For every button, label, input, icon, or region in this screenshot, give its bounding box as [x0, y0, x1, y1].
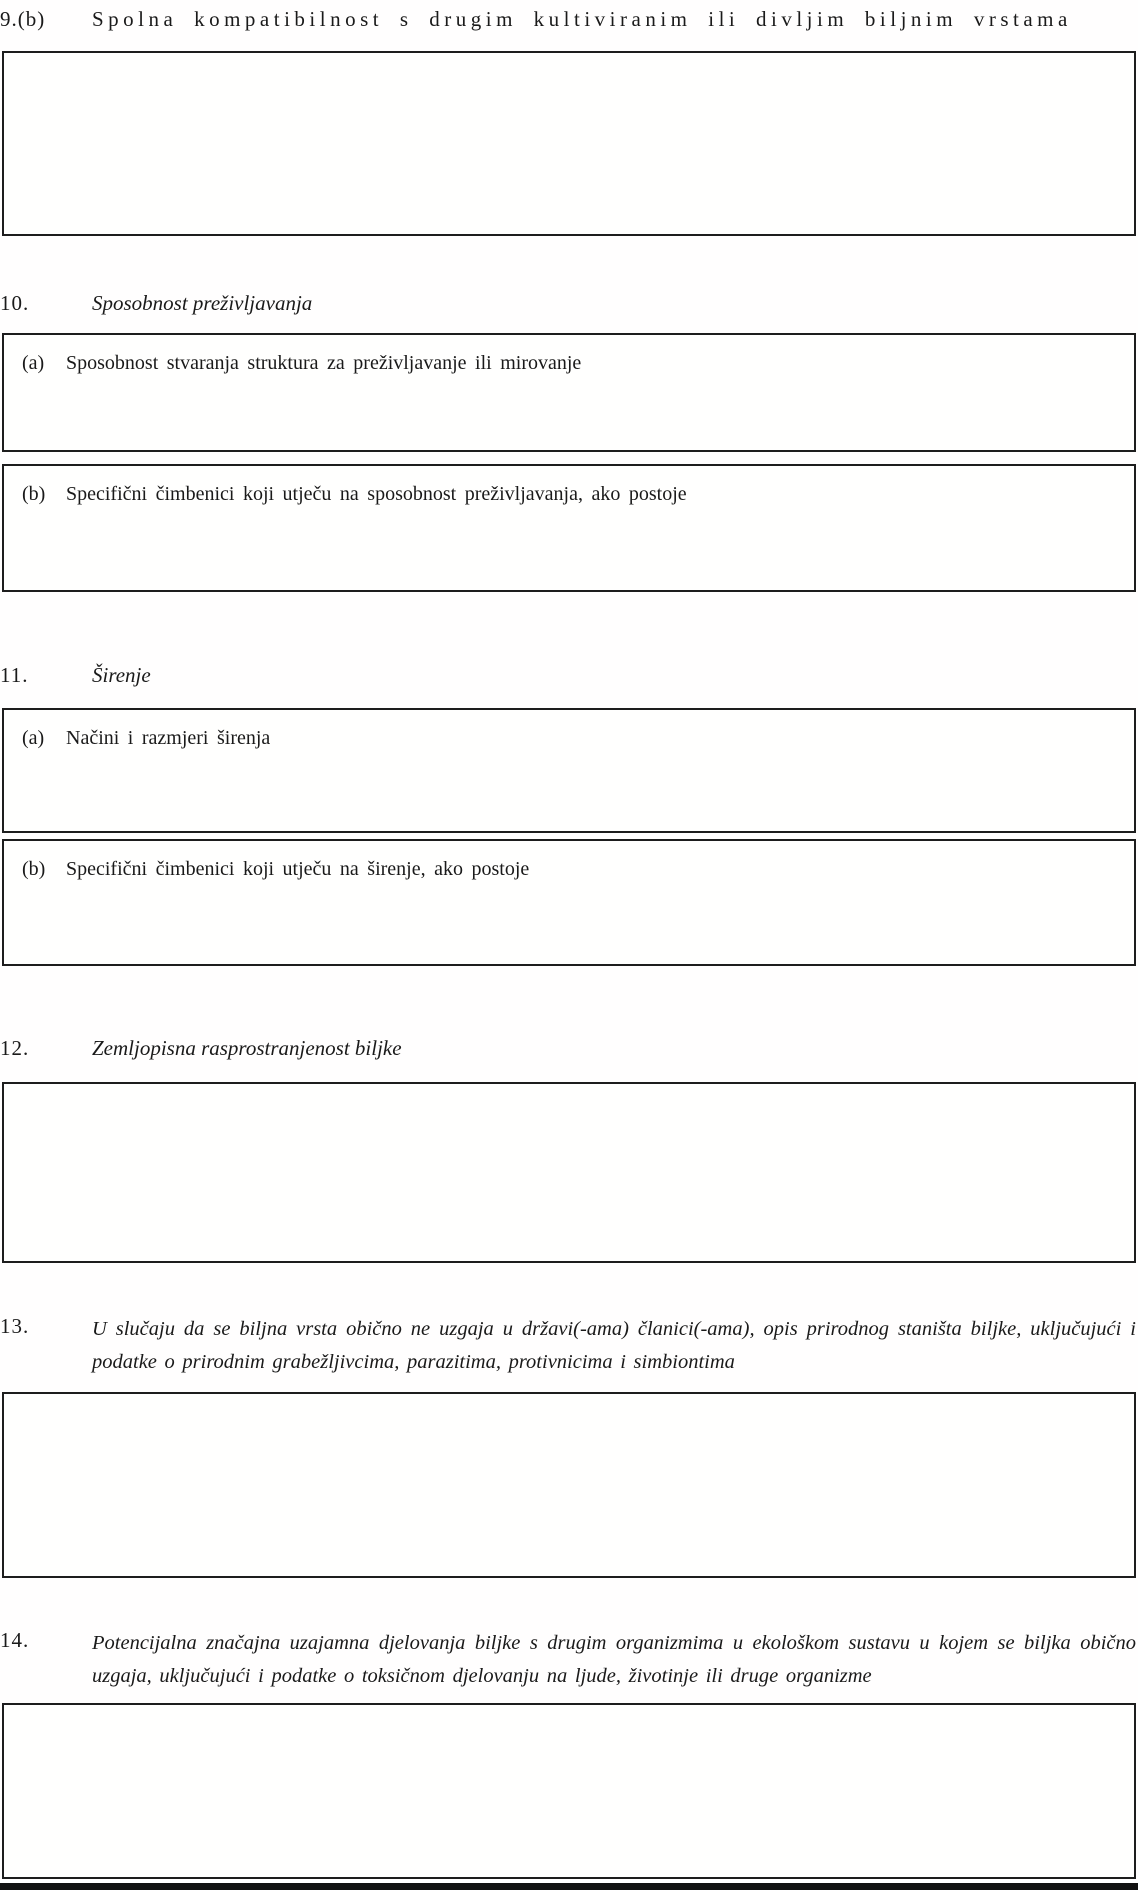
section-14-title: Potencijalna značajna uzajamna djelovanja biljke s drugim organizmima u ekološkom sustavu u kojem se biljka obično uzgaja, uključujući i podatke o toksičnom djelovanju na ljude, životinje ili druge organizme	[92, 1632, 1136, 1687]
section-13-number: 13.	[0, 1314, 30, 1338]
section-12-title: Zemljopisna rasprostranjenost biljke	[92, 1036, 402, 1060]
answer-box-10a	[2, 333, 1136, 452]
section-14-number: 14.	[0, 1628, 30, 1652]
section-9b-title: Spolna kompatibilnost s drugim kultiviranim ili divljim biljnim vrstama	[92, 7, 1072, 31]
item-11a-text: Načini i razmjeri širenja	[66, 727, 271, 749]
section-11-number: 11.	[0, 663, 29, 687]
section-9b-heading	[0, 6, 1138, 32]
answer-box-12	[2, 1082, 1136, 1263]
section-11-heading	[0, 662, 1138, 688]
section-13-heading	[0, 1313, 1138, 1379]
section-12-number: 12.	[0, 1036, 30, 1060]
item-11a	[4, 710, 1134, 751]
answer-box-10b	[2, 464, 1136, 592]
item-10a-text: Sposobnost stvaranja struktura za preživljavanje ili mirovanje	[66, 352, 582, 374]
section-11-title: Širenje	[92, 663, 151, 687]
item-10b	[4, 466, 1134, 507]
answer-box-14	[2, 1703, 1136, 1879]
item-10b-label: (b)	[22, 483, 46, 505]
item-10a-label: (a)	[22, 352, 45, 374]
section-9b-number: 9.(b)	[0, 7, 46, 31]
answer-box-11a	[2, 708, 1136, 833]
item-11b	[4, 841, 1134, 882]
section-14-heading	[0, 1627, 1138, 1693]
section-10-number: 10.	[0, 291, 30, 315]
section-12-heading	[0, 1035, 1138, 1061]
item-10a	[4, 335, 1134, 376]
item-11b-text: Specifični čimbenici koji utječu na širenje, ako postoje	[66, 858, 530, 880]
answer-box-11b	[2, 839, 1136, 966]
section-10-title: Sposobnost preživljavanja	[92, 291, 313, 315]
answer-box-13	[2, 1392, 1136, 1578]
answer-box-9b	[2, 51, 1136, 236]
page-bottom-edge	[0, 1883, 1138, 1890]
section-10-heading	[0, 290, 1138, 316]
section-13-title: U slučaju da se biljna vrsta obično ne uzgaja u državi(-ama) članici(-ama), opis prirodnog staništa biljke, uključujući i podatke o prirodnim grabežljivcima, parazitima, protivnicima i simbiontima	[92, 1318, 1136, 1373]
item-11a-label: (a)	[22, 727, 45, 749]
item-11b-label: (b)	[22, 858, 46, 880]
item-10b-text: Specifični čimbenici koji utječu na sposobnost preživljavanja, ako postoje	[66, 483, 687, 505]
